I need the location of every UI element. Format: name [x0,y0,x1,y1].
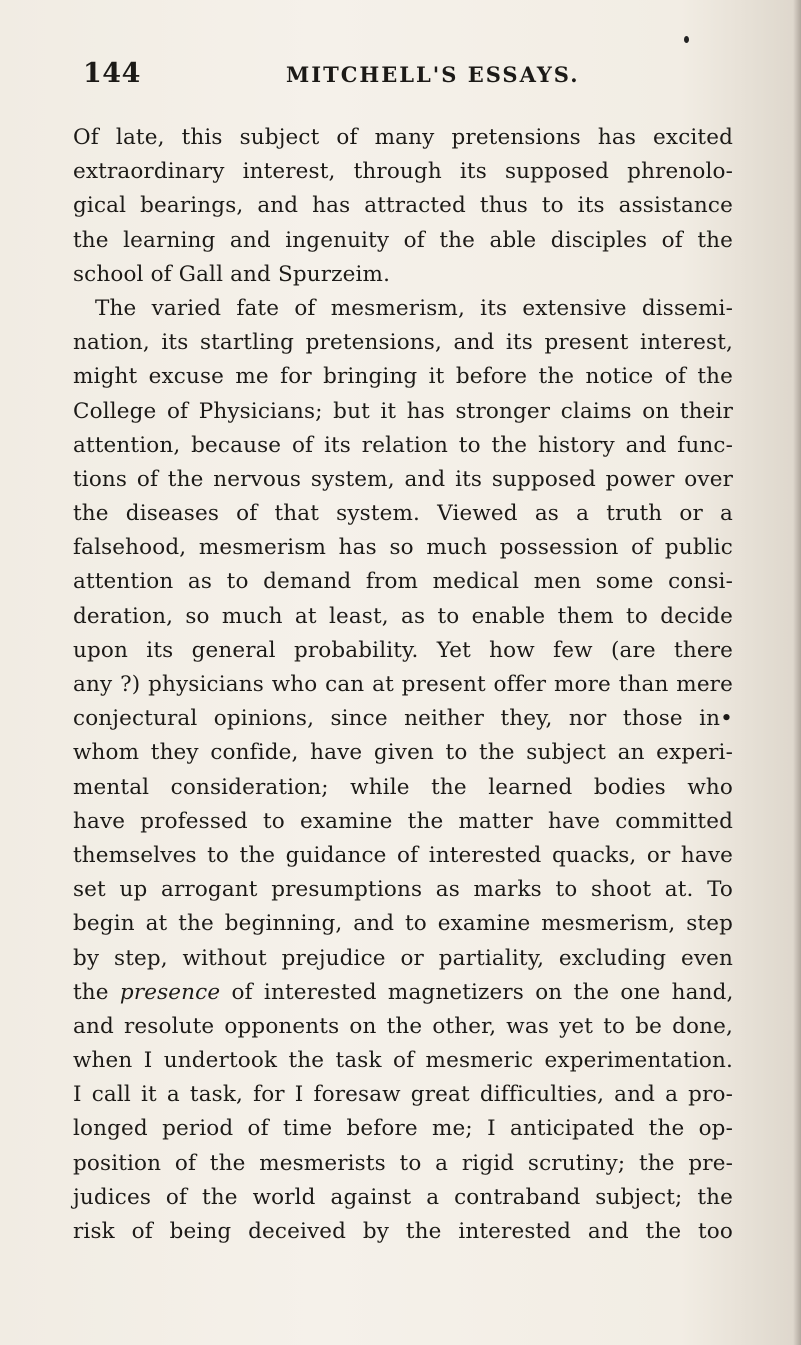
text-line: Of late, this subject of many pretensions has excited [73,125,733,150]
text-line: have professed to examine the matter have committed [73,808,733,834]
emphasis-presence: presence [119,979,221,1005]
page-edge-shadow [793,0,801,1345]
text-line: tions of the nervous system, and its supposed power over [73,466,733,492]
text-line: I call it a task, for I foresaw great difficulties, and a pro- [73,1082,733,1108]
text-line: and resolute opponents on the other, was yet to be done, [73,1013,733,1039]
text-line: longed period of time before me; I anticipated the op- [73,1116,733,1142]
text-line: falsehood, mesmerism has so much possession of public [73,535,733,561]
text-line: the learning and ingenuity of the able disciples of the [73,227,733,253]
ink-speck [684,36,689,43]
text-line: school of Gall and Spurzeim. [73,261,391,287]
text-line: risk of being deceived by the interested and the too [73,1219,733,1244]
body-text [73,121,733,1249]
line-prefix: the [73,979,120,1005]
line-part [73,976,733,1010]
page-number: 144 [83,58,141,89]
text-line: College of Physicians; but it has stronger claims on their [73,398,733,424]
text-line: when I undertook the task of mesmeric experimentation. [73,1048,733,1074]
text-line: conjectural opinions, since neither they, nor those in• [73,706,733,732]
text-line: deration, so much at least, as to enable them to decide [73,603,733,629]
text-line: whom they confide, have given to the subject an experi- [73,740,733,766]
line-suffix: of interested magnetizers on the one hand, [220,979,734,1005]
text-line: might excuse me for bringing it before the notice of the [73,364,733,390]
text-line: position of the mesmerists to a rigid scrutiny; the pre- [73,1150,733,1176]
text-line: themselves to the guidance of interested quacks, or have [73,842,733,868]
text-line: by step, without prejudice or partiality, excluding even [73,945,733,971]
text-line: upon its general probability. Yet how few (are there [73,637,733,663]
text-line: extraordinary interest, through its supposed phrenolo- [73,159,733,185]
text-line: gical bearings, and has attracted thus to its assistance [73,193,733,219]
text-line: any ?) physicians who can at present offer more than mere [73,672,733,697]
running-head: MITCHELL'S ESSAYS. [286,62,580,87]
page-header [83,58,716,98]
text-line: attention, because of its relation to the history and func- [73,432,733,458]
text-line: the diseases of that system. Viewed as a truth or a [73,501,733,527]
text-line: The varied fate of mesmerism, its extensive dissemi- [95,295,733,321]
text-line: nation, its startling pretensions, and its present interest, [73,330,733,356]
text-line: attention as to demand from medical men some consi- [73,569,733,595]
text-line: judices of the world against a contraband subject; the [73,1184,733,1210]
text-line: set up arrogant presumptions as marks to shoot at. To [73,877,733,903]
text-line: begin at the beginning, and to examine mesmerism, step [73,911,733,937]
text-line-with-emphasis [73,976,733,1010]
text-line: mental consideration; while the learned bodies who [73,774,733,800]
